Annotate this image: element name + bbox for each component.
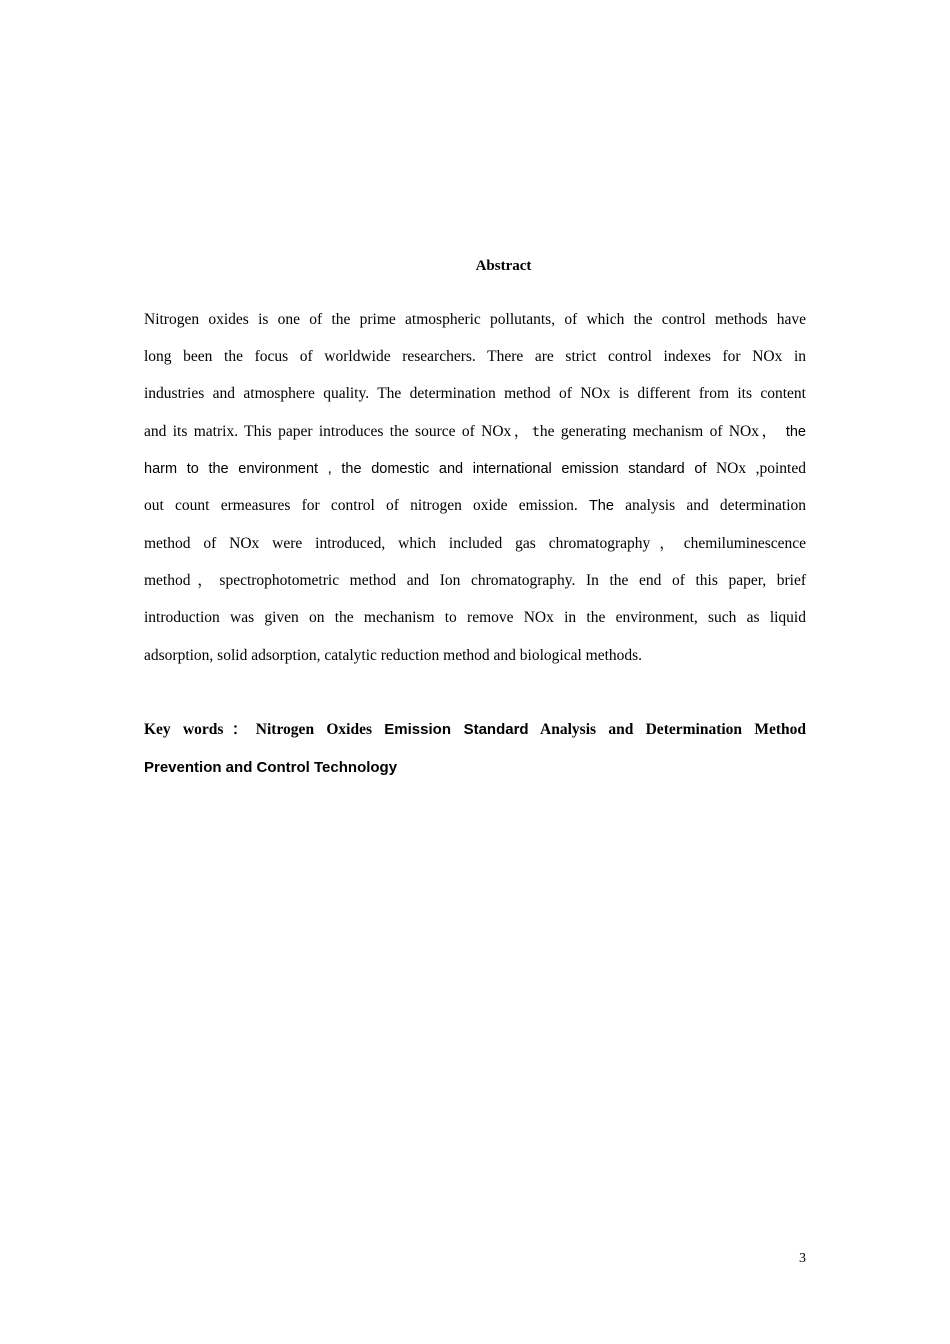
abstract-line-4-part-c: he generating mechanism of NOx， [539, 423, 780, 440]
keywords-line-1 [144, 719, 806, 741]
abstract-line-4-part-a: and its matrix. This paper introduces the source of NOx， [144, 423, 532, 440]
keyword-analysis-method: Analysis and Determination Method [540, 721, 806, 738]
abstract-line-9: introduction was given on the mechanism to remove NOx in the environment, such as liquid [144, 609, 806, 626]
abstract-line-6-part-b: The [588, 498, 614, 514]
abstract-line-8: method，spectrophotometric method and Ion chromatography. In the end of this paper, brief [144, 572, 806, 589]
abstract-line-2: long been the focus of worldwide researchers. There are strict control indexes for NOx in [144, 348, 806, 365]
keywords-line-2 [144, 757, 806, 779]
abstract-line-5 [144, 458, 806, 480]
abstract-line-5-part-b: NOx ,pointed [715, 460, 806, 477]
page-number: 3 [799, 1251, 806, 1266]
keywords-label: Key words： [144, 721, 256, 738]
abstract-heading: Abstract [475, 258, 532, 274]
keyword-nitrogen-oxides: Nitrogen Oxides [255, 721, 372, 738]
abstract-line-4-part-b: t [531, 424, 540, 440]
abstract-line-1: Nitrogen oxides is one of the prime atmospheric pollutants, of which the control methods have [144, 311, 806, 328]
abstract-line-10: adsorption, solid adsorption, catalytic reduction method and biological methods. [144, 647, 643, 664]
abstract-line-4-part-d: the [785, 424, 806, 440]
abstract-line-7: method of NOx were introduced, which included gas chromatography，chemiluminescence [144, 535, 806, 552]
abstract-line-4 [144, 421, 806, 443]
abstract-line-6 [144, 495, 806, 517]
keyword-emission-standard: Emission Standard [384, 721, 529, 738]
abstract-line-3: industries and atmosphere quality. The determination method of NOx is different from its content [144, 385, 806, 402]
keyword-prevention-control: Prevention and Control Technology [144, 759, 398, 776]
abstract-line-6-part-c: analysis and determination [625, 497, 807, 514]
abstract-line-6-part-a: out count ermeasures for control of nitrogen oxide emission. [144, 497, 578, 514]
abstract-line-5-part-a: harm to the environment , the domestic and international emission standard of [144, 461, 707, 477]
